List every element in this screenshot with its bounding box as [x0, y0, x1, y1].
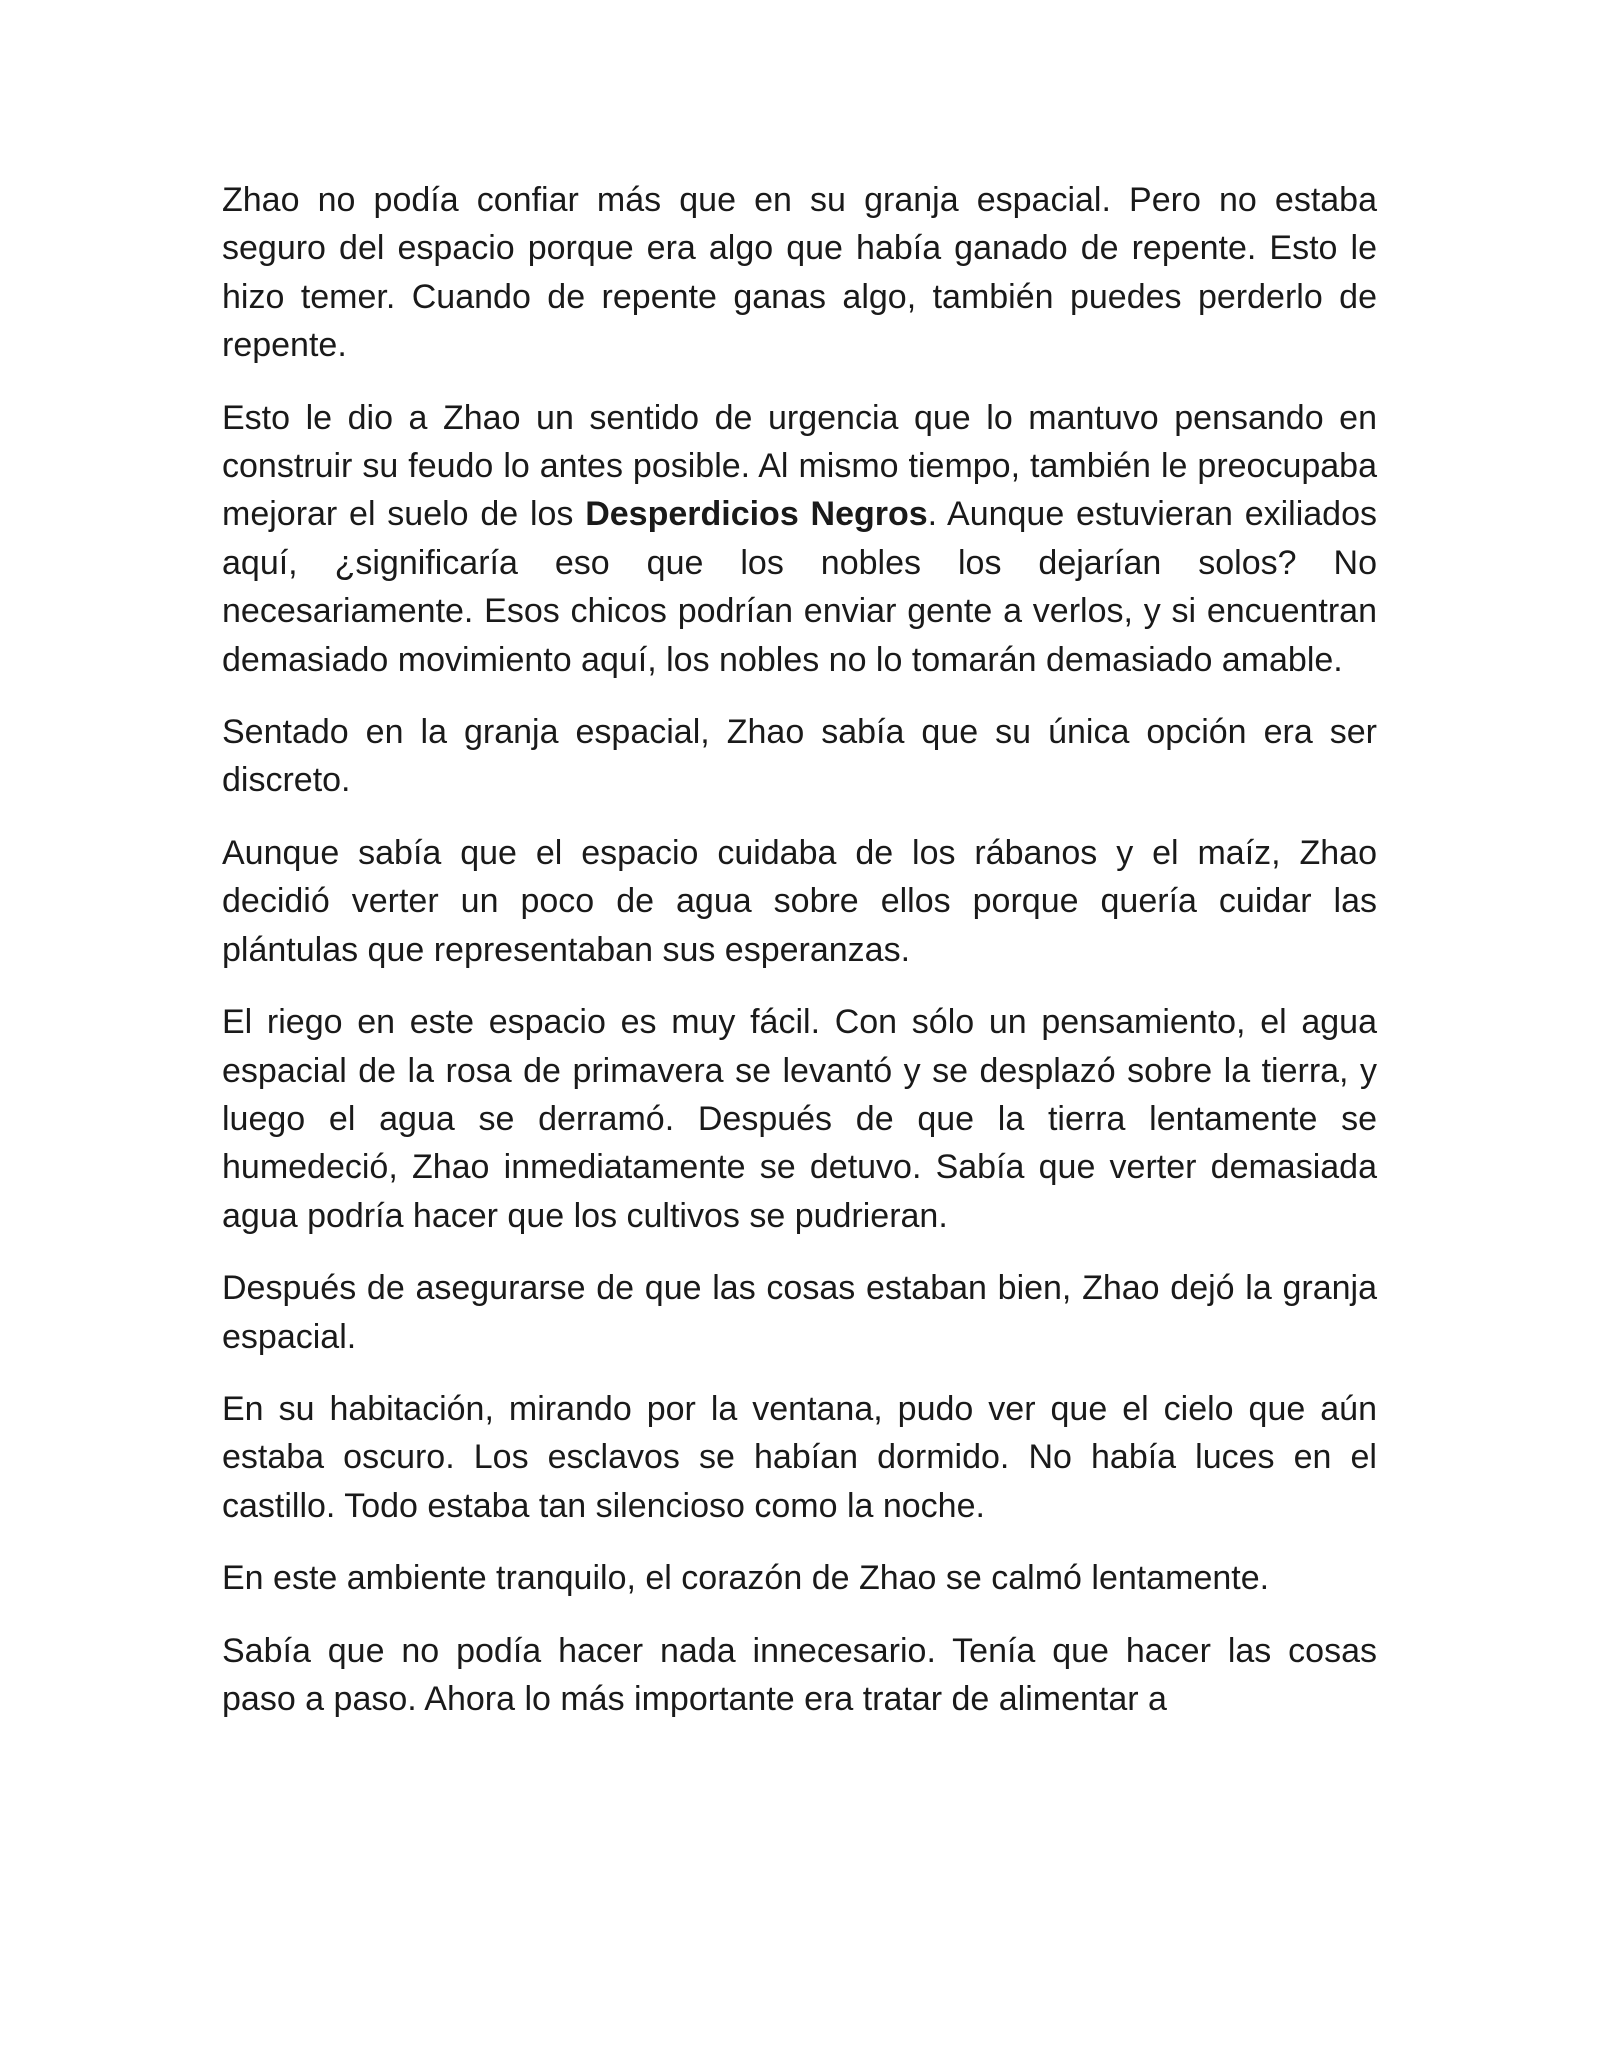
- paragraph-1: Zhao no podía confiar más que en su granja espacial. Pero no estaba seguro del espacio porque era algo que había ganado de repente. Esto le hizo temer. Cuando de repente ganas algo, también puedes perderlo de repente.: [222, 181, 1377, 365]
- paragraph-8: En este ambiente tranquilo, el corazón de Zhao se calmó lentamente.: [222, 1559, 1270, 1598]
- paragraph-6: Después de asegurarse de que las cosas estaban bien, Zhao dejó la granja espacial.: [222, 1269, 1377, 1356]
- paragraph-2-text-before: Esto le dio a Zhao un sentido de urgencia que lo mantuvo pensando en construir su feudo lo antes posible. Al mismo tiempo, también le preocupaba mejorar el suelo de los: [222, 398, 1377, 534]
- paragraph-2-text-after: . Aunque estuvieran exiliados aquí, ¿significaría eso que los nobles los dejarían solos? No necesariamente. Esos chicos podrían enviar gente a verlos, y si encuentran demasiado movimiento aquí, los nobles no lo tomarán demasiado amable.: [222, 495, 1377, 679]
- paragraph-3: Sentado en la granja espacial, Zhao sabía que su única opción era ser discreto.: [222, 713, 1377, 800]
- paragraph-4: Aunque sabía que el espacio cuidaba de los rábanos y el maíz, Zhao decidió verter un poco de agua sobre ellos porque quería cuidar las plántulas que representaban sus esperanzas.: [222, 833, 1377, 969]
- paragraph-7: En su habitación, mirando por la ventana, pudo ver que el cielo que aún estaba oscuro. Los esclavos se habían dormido. No había luces en el castillo. Todo estaba tan silencioso como la noche.: [222, 1389, 1377, 1525]
- paragraph-5: El riego en este espacio es muy fácil. Con sólo un pensamiento, el agua espacial de la rosa de primavera se levantó y se desplazó sobre la tierra, y luego el agua se derramó. Después de que la tierra lentamente se humedeció, Zhao inmediatamente se detuvo. Sabía que verter demasiada agua podría hacer que los cultivos se pudrieran.: [222, 1003, 1377, 1235]
- document-page: [222, 176, 1377, 1723]
- emphasis-desperdicios-negros: Desperdicios Negros: [585, 495, 928, 534]
- paragraph-2: [222, 394, 1377, 684]
- paragraph-9: Sabía que no podía hacer nada innecesario. Tenía que hacer las cosas paso a paso. Ahora lo más importante era tratar de alimentar a: [222, 1631, 1377, 1718]
